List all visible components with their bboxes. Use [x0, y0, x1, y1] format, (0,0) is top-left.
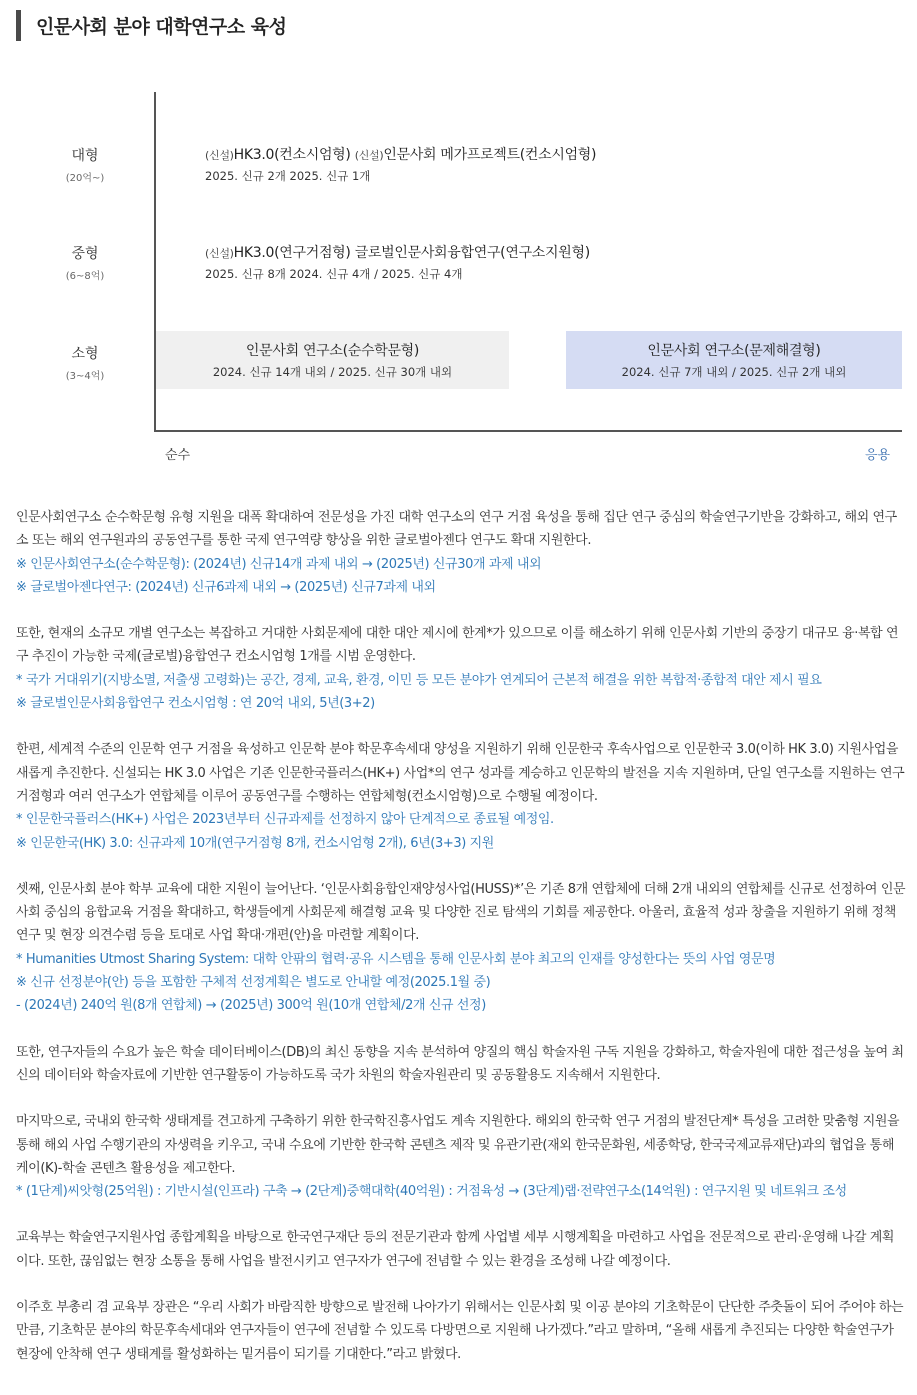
program-detail: 2025. 신규 8개 2024. 신규 4개 / 2025. 신규 4개: [205, 267, 463, 281]
article-body: [16, 506, 906, 1366]
paragraph-note: - (2024년) 240억 원(8개 연합체) → (2025년) 300억 원(10개 연합체/2개 신규 선정): [16, 998, 486, 1014]
new-tag: (신설): [205, 149, 234, 162]
x-axis-line: [154, 430, 902, 432]
size-label-large: [40, 145, 130, 184]
paragraph: [16, 1041, 906, 1088]
paragraph-text: 인문사회연구소 순수학문형 유형 지원을 대폭 확대하여 전문성을 가진 대학 연구소의 연구 거점 육성을 통해 집단 연구 중심의 학술연구기반을 강화하고, 해외 연구소 또는 해외 연구원과의 공동연구를 통한 국제 연구역량 향상을 위한 글로벌아젠다 연구도 확대 지원한다.: [16, 510, 897, 549]
paragraph: [16, 878, 906, 1018]
paragraph: [16, 1296, 906, 1366]
paragraph-note: ※ 인문한국(HK) 3.0: 신규과제 10개(연구거점형 8개, 컨소시엄형 2개), 6년(3+3) 지원: [16, 835, 494, 851]
paragraph-text: 한편, 세계적 수준의 인문학 연구 거점을 육성하고 인문학 분야 학문후속세대 양성을 지원하기 위해 인문한국 후속사업으로 인문한국 3.0(이하 HK 3.0) 지원사업을 새롭게 추진한다. 신설되는 HK 3.0 사업은 기존 인문한국플러스(HK+) 사업*의 연구 성과를 계승하고 인문학의 발전을 지속 지원하며, 단일 연구소를 지원하는 연구거점형과 여러 연구소가 연합체를 이루어 공동연구를 수행하는 연합체형(컨소시엄형)으로 수행될 예정이다.: [16, 742, 905, 804]
program-name: 인문사회 메가프로젝트(컨소시엄형): [383, 147, 597, 163]
program-name: 글로벌인문사회융합연구(연구소지원형): [354, 245, 590, 261]
box-title: 인문사회 연구소(문제해결형): [647, 343, 821, 359]
box-title: 인문사회 연구소(순수학문형): [245, 343, 420, 359]
program-name: HK3.0(컨소시엄형): [233, 147, 351, 163]
box-detail: 2024. 신규 14개 내외 / 2025. 신규 30개 내외: [212, 365, 453, 379]
paragraph-note: * 인문한국플러스(HK+) 사업은 2023년부터 신규과제를 선정하지 않아 단계적으로 종료될 예정임.: [16, 812, 554, 828]
paragraph-note: * 국가 거대위기(지방소멸, 저출생 고령화)는 공간, 경제, 교육, 환경, 이민 등 모든 분야가 연계되어 근본적 해결을 위한 복합적·종합적 대안 제시 필요: [16, 672, 822, 688]
paragraph-note: ※ 인문사회연구소(순수학문형): (2024년) 신규14개 과제 내외 → (2025년) 신규30개 과제 내외: [16, 556, 542, 572]
paragraph-text: 또한, 현재의 소규모 개별 연구소는 복잡하고 거대한 사회문제에 대한 대안 제시에 한계*가 있으므로 이를 해소하기 위해 인문사회 기반의 중장기 대규모 융·복합 연구 추진이 가능한 국제(글로벌)융합연구 컨소시엄형 1개를 시범 운영한다.: [16, 626, 899, 665]
paragraph-note: ※ 신규 선정분야(안) 등을 포함한 구체적 선정계획은 별도로 안내할 예정(2025.1월 중): [16, 975, 491, 991]
paragraph-note: * Humanities Utmost Sharing System: 대학 안팎의 협력·공유 시스템을 통해 인문사회 분야 최고의 인재를 양성한다는 뜻의 사업 영문명: [16, 951, 776, 967]
institute-diagram: [0, 0, 917, 480]
size-range: (20억~): [65, 173, 105, 184]
paragraph-text: 마지막으로, 국내외 한국학 생태계를 견고하게 구축하기 위한 한국학진흥사업도 계속 지원한다. 해외의 한국학 연구 거점의 발전단계* 특성을 고려한 맞춤형 지원을 통해 해외 사업 수행기관의 자생력을 키우고, 국내 수요에 기반한 한국학 콘텐츠 제작 및 유관기관(재외 한국문화원, 세종학당, 한국국제교류재단)과의 협업을 통해 케이(K)-학술 콘텐츠 활용성을 제고한다.: [16, 1114, 900, 1176]
box-pure-research: [156, 331, 509, 389]
size-name: 소형: [71, 346, 99, 362]
paragraph: [16, 506, 906, 599]
large-program-names: [205, 144, 596, 164]
size-name: 중형: [71, 246, 99, 262]
new-tag: (신설): [205, 247, 234, 260]
medium-program-names: [205, 242, 590, 262]
size-label-small: [40, 343, 130, 382]
box-problem-solving: [566, 331, 902, 389]
paragraph: [16, 1110, 906, 1203]
paragraph-text: 또한, 연구자들의 수요가 높은 학술 데이터베이스(DB)의 최신 동향을 지속 분석하여 양질의 핵심 학술자원 구독 지원을 강화하고, 학술자원에 대한 접근성을 높여 최신의 데이터와 학술자료에 기반한 연구활동이 가능하도록 국가 차원의 학술자원관리 및 공동활용도 지속해서 지원한다.: [16, 1044, 904, 1083]
size-label-medium: [40, 243, 130, 282]
page-title: 인문사회 분야 대학연구소 육성: [36, 16, 287, 38]
paragraph-note: ※ 글로벌아젠다연구: (2024년) 신규6과제 내외 → (2025년) 신규7과제 내외: [16, 579, 436, 595]
size-name: 대형: [71, 148, 99, 164]
paragraph: [16, 738, 906, 854]
size-range: (6~8억): [65, 271, 105, 282]
medium-programs: [205, 242, 590, 282]
paragraph-text: 이주호 부총리 겸 교육부 장관은 “우리 사회가 바람직한 방향으로 발전해 나아가기 위해서는 인문사회 및 이공 분야의 기초학문이 단단한 주춧돌이 되어 주어야 하는 만큼, 기초학문 분야의 학문후속세대와 연구자들이 연구에 전념할 수 있도록 다방면으로 지원해 나가겠다.”라고 말하며, “올해 새롭게 추진되는 다양한 학술연구가 현장에 안착해 연구 생태계를 활성화하는 밑거름이 되기를 기대한다.”라고 밝혔다.: [16, 1300, 904, 1362]
paragraph-note: * (1단계)씨앗형(25억원) : 기반시설(인프라) 구축 → (2단계)중핵대학(40억원) : 거점육성 → (3단계)랩·전략연구소(14억원) : 연구지원 및 네트워크 조성: [16, 1184, 847, 1200]
box-detail: 2024. 신규 7개 내외 / 2025. 신규 2개 내외: [621, 365, 847, 379]
paragraph-text: 셋째, 인문사회 분야 학부 교육에 대한 지원이 늘어난다. ‘인문사회융합인재양성사업(HUSS)*’은 기존 8개 연합체에 더해 2개 내외의 연합체를 신규로 선정하여 인문사회 중심의 융합교육 거점을 확대하고, 학생들에게 사회문제 해결형 교육 및 다양한 진로 탐색의 기회를 제공한다. 아울러, 효율적 성과 창출을 지원하기 위해 정책연구 및 현장 의견수렴 등을 토대로 사업 확대·개편(안)을 마련할 계획이다.: [16, 881, 906, 944]
x-axis-left-label: 순수: [165, 448, 191, 463]
x-axis-right-label: 응용: [865, 448, 891, 463]
new-tag: (신설): [354, 149, 384, 162]
large-programs: [205, 144, 596, 184]
size-range: (3~4억): [65, 371, 105, 382]
paragraph-text: 교육부는 학술연구지원사업 종합계획을 바탕으로 한국연구재단 등의 전문기관과 함께 사업별 세부 시행계획을 마련하고 사업을 전문적으로 관리·운영해 나갈 계획이다. 또한, 끊임없는 현장 소통을 통해 사업을 발전시키고 연구자가 연구에 전념할 수 있는 환경을 조성해 나갈 예정이다.: [16, 1230, 895, 1269]
paragraph-note: ※ 글로벌인문사회융합연구 컨소시엄형 : 연 20억 내외, 5년(3+2): [16, 696, 375, 712]
program-name: HK3.0(연구거점형): [233, 245, 351, 261]
paragraph: [16, 622, 906, 715]
paragraph: [16, 1226, 906, 1273]
program-detail: 2025. 신규 2개 2025. 신규 1개: [205, 169, 371, 183]
